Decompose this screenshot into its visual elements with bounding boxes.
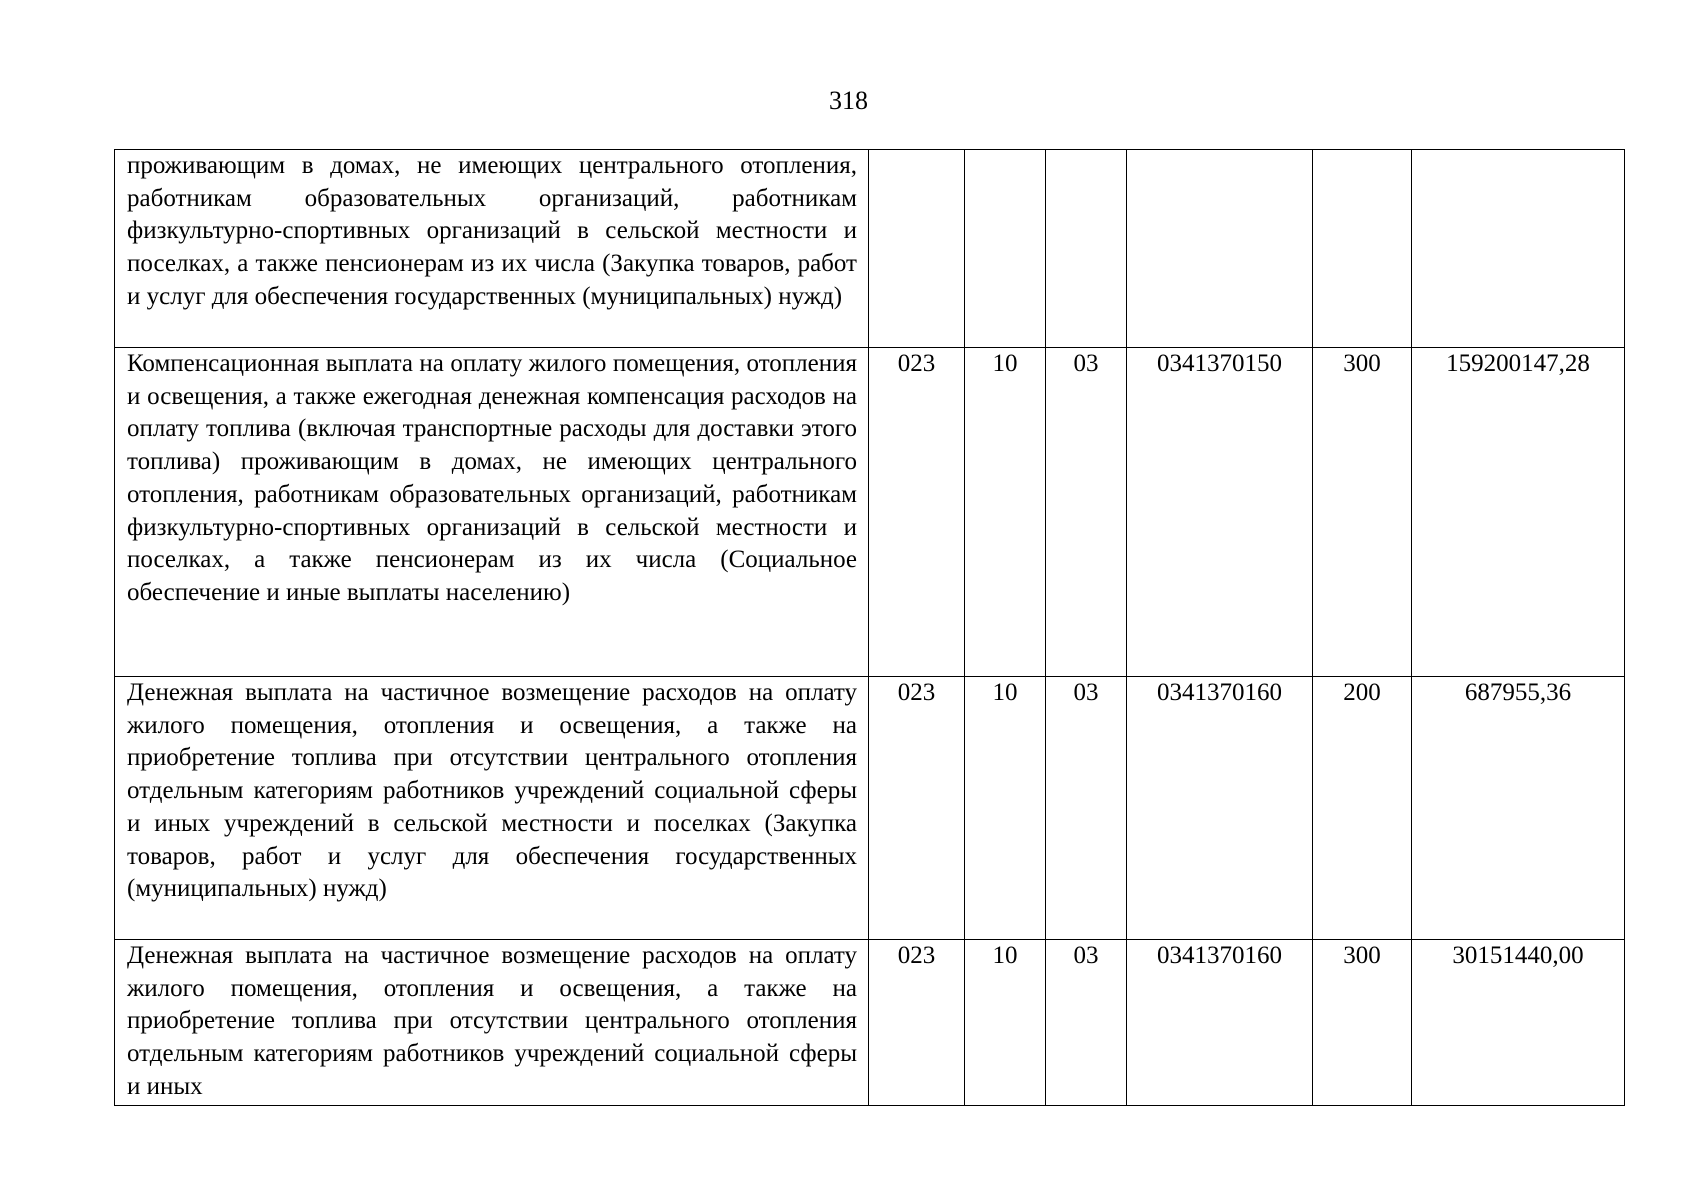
section-code bbox=[965, 150, 1046, 348]
target-article-code: 0341370150 bbox=[1127, 348, 1313, 677]
subsection-code: 03 bbox=[1046, 940, 1127, 1106]
row-description: Компенсационная выплата на оплату жилого помещения, отопления и освещения, а также ежегодная денежная компенсация расходов на оплату топлива (включая транспортные расходы для доставки этого топлива) проживающим в домах, не имеющих центрального отопления, работникам образовательных организаций, работникам физкультурно-спортивных организаций в сельской местности и поселках, а также пенсионерам из их числа (Социальное обеспечение и иные выплаты населению) bbox=[115, 348, 869, 677]
amount-value: 687955,36 bbox=[1412, 677, 1625, 940]
ministry-code: 023 bbox=[869, 677, 965, 940]
expense-type-code: 200 bbox=[1313, 677, 1412, 940]
ministry-code: 023 bbox=[869, 940, 965, 1106]
expense-type-code: 300 bbox=[1313, 348, 1412, 677]
subsection-code bbox=[1046, 150, 1127, 348]
section-code: 10 bbox=[965, 677, 1046, 940]
expense-type-code: 300 bbox=[1313, 940, 1412, 1106]
row-description: Денежная выплата на частичное возмещение расходов на оплату жилого помещения, отопления и освещения, а также на приобретение топлива при отсутствии центрального отопления отдельным категориям работников учреждений социальной сферы и иных учреждений в сельской местности и поселках (Закупка товаров, работ и услуг для обеспечения государственных (муниципальных) нужд) bbox=[115, 677, 869, 940]
expense-type-code bbox=[1313, 150, 1412, 348]
table-row bbox=[115, 677, 1625, 940]
table-row bbox=[115, 348, 1625, 677]
ministry-code: 023 bbox=[869, 348, 965, 677]
subsection-code: 03 bbox=[1046, 677, 1127, 940]
page-number: 318 bbox=[829, 86, 868, 115]
amount-value bbox=[1412, 150, 1625, 348]
row-description: Денежная выплата на частичное возмещение расходов на оплату жилого помещения, отопления и освещения, а также на приобретение топлива при отсутствии центрального отопления отдельным категориям работников учреждений социальной сферы и иных bbox=[115, 940, 869, 1106]
section-code: 10 bbox=[965, 940, 1046, 1106]
table-row bbox=[115, 940, 1625, 1106]
table-row bbox=[115, 150, 1625, 348]
section-code: 10 bbox=[965, 348, 1046, 677]
amount-value: 30151440,00 bbox=[1412, 940, 1625, 1106]
ministry-code bbox=[869, 150, 965, 348]
target-article-code: 0341370160 bbox=[1127, 677, 1313, 940]
amount-value: 159200147,28 bbox=[1412, 348, 1625, 677]
target-article-code: 0341370160 bbox=[1127, 940, 1313, 1106]
budget-table bbox=[114, 149, 1625, 1106]
target-article-code bbox=[1127, 150, 1313, 348]
row-description: проживающим в домах, не имеющих центрального отопления, работникам образовательных организаций, работникам физкультурно-спортивных организаций в сельской местности и поселках, а также пенсионерам из их числа (Закупка товаров, работ и услуг для обеспечения государственных (муниципальных) нужд) bbox=[115, 150, 869, 348]
subsection-code: 03 bbox=[1046, 348, 1127, 677]
